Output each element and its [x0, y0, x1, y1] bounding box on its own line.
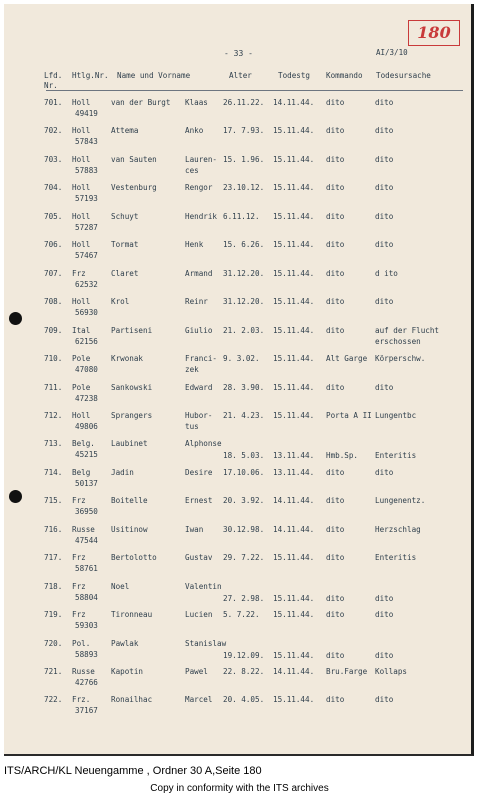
first-name: Klaas	[185, 98, 208, 107]
table-row	[4, 639, 471, 669]
surname: Sankowski	[111, 382, 153, 392]
row-number: 719.	[44, 610, 63, 620]
surname: Noel	[111, 581, 130, 591]
birth-date: 30.12.98.	[223, 524, 265, 534]
prisoner-number: 45215	[75, 450, 98, 460]
kommando: Bru.Farge	[326, 667, 368, 676]
prisoner-number: 56930	[75, 308, 98, 318]
nationality: Holl	[72, 98, 91, 107]
birth-date: 5. 7.22.	[223, 610, 260, 620]
cause-of-death: Körperschw.	[375, 354, 426, 364]
prisoner-number: 62532	[75, 279, 98, 289]
first-name: Gustav	[185, 553, 213, 563]
kommando: dito	[326, 524, 345, 534]
header-kommando: Kommando	[326, 71, 363, 80]
row-number: 715.	[44, 496, 63, 506]
cause-of-death: auf der Flucht	[375, 325, 440, 335]
birth-date: 27. 2.98.	[223, 593, 265, 603]
row-number: 714.	[44, 467, 63, 477]
surname: Schuyt	[111, 211, 139, 221]
prisoner-number: 57193	[75, 194, 98, 204]
row-number: 705.	[44, 211, 63, 221]
table-row	[4, 98, 471, 128]
nationality: Holl	[72, 297, 91, 307]
birth-date: 20. 4.05.	[223, 695, 265, 705]
table-row	[4, 126, 471, 156]
surname: Claret	[111, 268, 139, 278]
birth-date: 31.12.20.	[223, 268, 265, 278]
kommando: dito	[326, 297, 345, 307]
table-row	[4, 496, 471, 526]
first-name: Alphonse	[185, 439, 222, 449]
surname: Attema	[111, 126, 139, 136]
row-number: 718.	[44, 581, 63, 591]
nationality: Frz	[72, 496, 86, 506]
prisoner-number: 59303	[75, 621, 98, 631]
row-number: 710.	[44, 354, 63, 364]
table-row	[4, 468, 471, 498]
birth-date: 6.11.12.	[223, 211, 260, 221]
nationality: Ital	[72, 325, 91, 335]
surname: Vestenburg	[111, 183, 157, 193]
table-row	[4, 553, 471, 583]
surname: Usitinow	[111, 524, 148, 534]
row-number: 712.	[44, 410, 63, 420]
row-number: 720.	[44, 638, 63, 648]
death-date: 15.11.44.	[273, 126, 315, 136]
first-name: Hendrik	[185, 211, 218, 221]
row-number: 702.	[44, 126, 63, 136]
prisoner-number: 49419	[75, 109, 98, 118]
nationality: Frz	[72, 581, 86, 591]
first-name: Rengor	[185, 183, 213, 193]
prisoner-number: 42766	[75, 678, 98, 687]
first-name: Valentin	[185, 581, 222, 591]
header-alter: Alter	[229, 71, 252, 80]
header-name-vorname: Name und Vorname	[117, 71, 191, 80]
table-row	[4, 326, 471, 356]
nationality: Frz.	[72, 695, 91, 705]
death-date: 15.11.44.	[273, 610, 315, 620]
death-date: 15.11.44.	[273, 410, 315, 420]
cause-of-death: dito	[375, 211, 394, 221]
nationality: Holl	[72, 183, 91, 193]
surname: Tironneau	[111, 610, 153, 620]
kommando: dito	[326, 467, 345, 477]
page-number: - 33 -	[224, 49, 253, 58]
prisoner-number: 58893	[75, 649, 98, 659]
kommando: dito	[326, 154, 345, 164]
prisoner-number: 47238	[75, 393, 98, 403]
birth-date: 28. 3.90.	[223, 382, 265, 392]
table-row	[4, 525, 471, 555]
prisoner-number: 57883	[75, 165, 98, 175]
death-date: 15.11.44.	[273, 354, 315, 364]
first-name-cont: ces	[185, 165, 199, 175]
first-name: Lauren-	[185, 154, 218, 164]
table-row	[4, 582, 471, 612]
cause-of-death: dito	[375, 126, 394, 136]
death-date: 15.11.44.	[273, 183, 315, 193]
surname: Sprangers	[111, 410, 153, 420]
birth-date: 9. 3.02.	[223, 354, 260, 364]
death-date: 13.11.44.	[273, 451, 315, 461]
table-row	[4, 183, 471, 213]
table-row	[4, 212, 471, 242]
table-row	[4, 297, 471, 327]
nationality: Holl	[72, 154, 91, 164]
cause-of-death: dito	[375, 183, 394, 193]
death-date: 14.11.44.	[273, 496, 315, 506]
birth-date: 21. 4.23.	[223, 410, 265, 420]
header-lfd: Lfd.	[44, 71, 63, 80]
death-date: 15.11.44.	[273, 240, 315, 250]
cause-of-death: dito	[375, 154, 394, 164]
prisoner-number: 36950	[75, 507, 98, 517]
kommando: Alt Garge	[326, 354, 368, 364]
cause-of-death: dito	[375, 593, 394, 603]
row-number: 711.	[44, 382, 63, 392]
cause-of-death: dito	[375, 297, 394, 307]
nationality: Pole	[72, 382, 91, 392]
first-name: Ernest	[185, 496, 213, 506]
surname: Boitelle	[111, 496, 148, 506]
header-rule	[46, 90, 463, 91]
kommando: dito	[326, 382, 345, 392]
death-date: 15.11.44.	[273, 325, 315, 335]
surname: Pawlak	[111, 638, 139, 648]
prisoner-number: 37167	[75, 706, 98, 716]
kommando: Hmb.Sp.	[326, 451, 359, 461]
first-name: Anko	[185, 126, 204, 136]
prisoner-number: 47080	[75, 365, 98, 375]
birth-date: 22. 8.22.	[223, 667, 265, 676]
first-name-cont: zek	[185, 365, 199, 375]
page-stamp-number: 180	[408, 20, 460, 46]
death-date: 15.11.44.	[273, 154, 315, 164]
first-name: Iwan	[185, 524, 204, 534]
copy-note: Copy in conformity with the ITS archives	[150, 783, 329, 794]
cause-of-death: Lungentbc	[375, 410, 417, 420]
surname: Partiseni	[111, 325, 153, 335]
surname: van Sauten	[111, 154, 157, 164]
kommando: dito	[326, 593, 345, 603]
birth-date: 20. 3.92.	[223, 496, 265, 506]
surname: van der Burgt	[111, 98, 171, 107]
nationality: Russe	[72, 667, 95, 676]
first-name: Franci-	[185, 354, 218, 364]
cause-of-death: Enteritis	[375, 553, 417, 563]
birth-date: 15. 6.26.	[223, 240, 265, 250]
row-number: 701.	[44, 98, 63, 107]
cause-of-death: Kollaps	[375, 667, 408, 676]
death-date: 15.11.44.	[273, 268, 315, 278]
first-name-cont: tus	[185, 421, 199, 431]
first-name: Hubor-	[185, 410, 213, 420]
birth-date: 17. 7.93.	[223, 126, 265, 136]
nationality: Belg.	[72, 439, 95, 449]
first-name: Edward	[185, 382, 213, 392]
row-number: 722.	[44, 695, 63, 705]
birth-date: 15. 1.96.	[223, 154, 265, 164]
nationality: Holl	[72, 126, 91, 136]
death-date: 15.11.44.	[273, 297, 315, 307]
death-date: 15.11.44.	[273, 211, 315, 221]
nationality: Frz	[72, 553, 86, 563]
kommando: dito	[326, 695, 345, 705]
death-date: 14.11.44.	[273, 524, 315, 534]
prisoner-number: 49806	[75, 421, 98, 431]
death-date: 15.11.44.	[273, 382, 315, 392]
nationality: Belg	[72, 467, 91, 477]
first-name: Marcel	[185, 695, 213, 705]
header-todestag: Todestg	[278, 71, 311, 80]
kommando: dito	[326, 496, 345, 506]
table-row	[4, 269, 471, 299]
nationality: Holl	[72, 211, 91, 221]
header-nationality-no: Htlg.Nr.	[72, 71, 109, 80]
header-nr: Nr.	[44, 81, 58, 90]
kommando: Porta A II	[326, 410, 372, 420]
surname: Kapotin	[111, 667, 144, 676]
row-number: 717.	[44, 553, 63, 563]
surname: Tormat	[111, 240, 139, 250]
table-row	[4, 240, 471, 270]
kommando: dito	[326, 98, 345, 107]
prisoner-number: 57287	[75, 222, 98, 232]
row-number: 708.	[44, 297, 63, 307]
table-row	[4, 439, 471, 469]
prisoner-number: 57467	[75, 251, 98, 261]
birth-date: 17.10.06.	[223, 467, 265, 477]
row-number: 713.	[44, 439, 63, 449]
row-number: 704.	[44, 183, 63, 193]
cause-of-death: dito	[375, 610, 394, 620]
birth-date: 26.11.22.	[223, 98, 265, 107]
death-date: 15.11.44.	[273, 650, 315, 660]
cause-of-death: dito	[375, 650, 394, 660]
kommando: dito	[326, 183, 345, 193]
nationality: Holl	[72, 410, 91, 420]
nationality: Pol.	[72, 638, 91, 648]
cause-of-death: dito	[375, 240, 394, 250]
table-row	[4, 667, 471, 697]
cause-of-death: Lungenentz.	[375, 496, 426, 506]
nationality: Holl	[72, 240, 91, 250]
nationality: Russe	[72, 524, 95, 534]
cause-of-death: dito	[375, 695, 394, 705]
cause-of-death: Enteritis	[375, 451, 417, 461]
kommando: dito	[326, 268, 345, 278]
first-name: Reinr	[185, 297, 208, 307]
kommando: dito	[326, 553, 345, 563]
death-date: 13.11.44.	[273, 467, 315, 477]
kommando: dito	[326, 610, 345, 620]
table-row	[4, 383, 471, 413]
prisoner-number: 47544	[75, 535, 98, 545]
kommando: dito	[326, 126, 345, 136]
table-row	[4, 411, 471, 441]
nationality: Frz	[72, 610, 86, 620]
row-number: 703.	[44, 154, 63, 164]
header-todesursache: Todesursache	[376, 71, 431, 80]
first-name: Lucien	[185, 610, 213, 620]
nationality: Frz	[72, 268, 86, 278]
surname: Laubinet	[111, 439, 148, 449]
kommando: dito	[326, 325, 345, 335]
birth-date: 19.12.09.	[223, 650, 265, 660]
first-name: Stanislaw	[185, 638, 227, 648]
row-number: 707.	[44, 268, 63, 278]
first-name: Pawel	[185, 667, 208, 676]
cause-of-death: dito	[375, 382, 394, 392]
prisoner-number: 58761	[75, 564, 98, 574]
first-name: Armand	[185, 268, 213, 278]
first-name: Henk	[185, 240, 204, 250]
table-row	[4, 354, 471, 384]
birth-date: 31.12.20.	[223, 297, 265, 307]
cause-of-death: dito	[375, 467, 394, 477]
table-row	[4, 695, 471, 725]
prisoner-number: 57843	[75, 137, 98, 147]
surname: Krwonak	[111, 354, 144, 364]
birth-date: 21. 2.03.	[223, 325, 265, 335]
cause-of-death-cont: erschossen	[375, 336, 421, 346]
prisoner-number: 50137	[75, 478, 98, 488]
death-date: 14.11.44.	[273, 98, 315, 107]
document-page	[4, 4, 474, 756]
row-number: 716.	[44, 524, 63, 534]
surname: Ronailhac	[111, 695, 153, 705]
death-date: 14.11.44.	[273, 667, 315, 676]
birth-date: 29. 7.22.	[223, 553, 265, 563]
document-reference: AI/3/10	[376, 48, 408, 57]
cause-of-death: d ito	[375, 268, 398, 278]
surname: Krol	[111, 297, 130, 307]
first-name: Desire	[185, 467, 213, 477]
table-row	[4, 155, 471, 185]
cause-of-death: dito	[375, 98, 394, 107]
nationality: Pole	[72, 354, 91, 364]
prisoner-number: 58804	[75, 592, 98, 602]
birth-date: 23.10.12.	[223, 183, 265, 193]
kommando: dito	[326, 211, 345, 221]
archive-reference: ITS/ARCH/KL Neuengamme , Ordner 30 A,Seite 180	[4, 765, 262, 777]
death-date: 15.11.44.	[273, 553, 315, 563]
first-name: Giulio	[185, 325, 213, 335]
kommando: dito	[326, 240, 345, 250]
surname: Jadin	[111, 467, 134, 477]
death-date: 15.11.44.	[273, 695, 315, 705]
kommando: dito	[326, 650, 345, 660]
surname: Bertolotto	[111, 553, 157, 563]
row-number: 706.	[44, 240, 63, 250]
row-number: 709.	[44, 325, 63, 335]
prisoner-number: 62156	[75, 336, 98, 346]
birth-date: 18. 5.03.	[223, 451, 265, 461]
table-row	[4, 610, 471, 640]
cause-of-death: Herzschlag	[375, 524, 421, 534]
row-number: 721.	[44, 667, 63, 676]
death-date: 15.11.44.	[273, 593, 315, 603]
